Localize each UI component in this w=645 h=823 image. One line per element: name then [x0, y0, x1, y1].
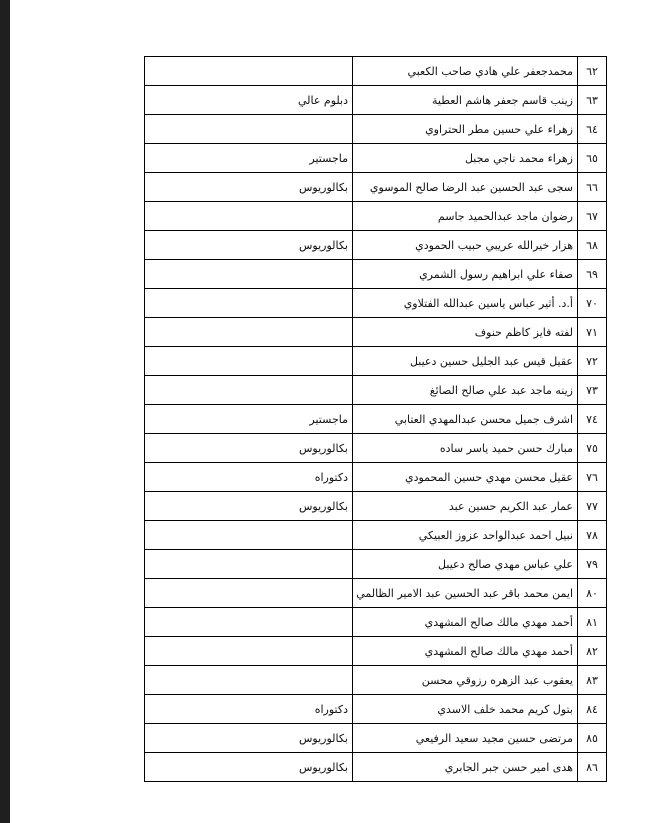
row-number: ٧٤	[578, 405, 607, 434]
person-name: عمار عبد الكريم حسين عبد	[353, 492, 578, 521]
table-row	[145, 260, 607, 289]
person-name: مبارك حسن حميد ياسر ساده	[353, 434, 578, 463]
person-name: علي عباس مهدي صالح دعيبل	[353, 550, 578, 579]
person-name: زهراء محمد ناجي مجبل	[353, 144, 578, 173]
row-number: ٧٠	[578, 289, 607, 318]
row-number: ٨٠	[578, 579, 607, 608]
row-number: ٧٢	[578, 347, 607, 376]
academic-degree	[145, 637, 353, 666]
academic-degree	[145, 521, 353, 550]
person-name: سجى عبد الحسين عبد الرضا صالح الموسوي	[353, 173, 578, 202]
row-number: ٦٢	[578, 57, 607, 86]
row-number: ٦٥	[578, 144, 607, 173]
academic-degree	[145, 115, 353, 144]
academic-degree: ماجستير	[145, 144, 353, 173]
row-number: ٧٩	[578, 550, 607, 579]
academic-degree: بكالوريوس	[145, 753, 353, 782]
academic-degree: دبلوم عالي	[145, 86, 353, 115]
person-name: لفته فايز كاظم حنوف	[353, 318, 578, 347]
table-row	[145, 231, 607, 260]
person-name: زينب قاسم جعفر هاشم العطية	[353, 86, 578, 115]
table-row	[145, 579, 607, 608]
row-number: ٧٨	[578, 521, 607, 550]
table-row	[145, 608, 607, 637]
academic-degree	[145, 202, 353, 231]
person-name: نبيل احمد عبدالواحد عزوز العبيكي	[353, 521, 578, 550]
window-left-edge	[0, 0, 10, 823]
academic-degree: بكالوريوس	[145, 724, 353, 753]
person-name: عقيل قيس عبد الجليل حسين دعيبل	[353, 347, 578, 376]
academic-degree	[145, 347, 353, 376]
academic-degree: بكالوريوس	[145, 434, 353, 463]
row-number: ٦٣	[578, 86, 607, 115]
row-number: ٧٧	[578, 492, 607, 521]
table-row	[145, 173, 607, 202]
table-row	[145, 492, 607, 521]
row-number: ٨٣	[578, 666, 607, 695]
row-number: ٨٢	[578, 637, 607, 666]
academic-degree	[145, 376, 353, 405]
table-row	[145, 347, 607, 376]
table-row	[145, 666, 607, 695]
person-name: محمدجعفر علي هادي صاحب الكعبي	[353, 57, 578, 86]
academic-degree	[145, 260, 353, 289]
academic-degree	[145, 579, 353, 608]
table-row	[145, 376, 607, 405]
row-number: ٧٣	[578, 376, 607, 405]
person-name: ايمن محمد باقر عبد الحسين عبد الامير الظالمي	[353, 579, 578, 608]
table-row	[145, 202, 607, 231]
academic-degree: بكالوريوس	[145, 173, 353, 202]
academic-degree: دكتوراه	[145, 695, 353, 724]
person-name: بتول كريم محمد خلف الاسدي	[353, 695, 578, 724]
table-row	[145, 521, 607, 550]
row-number: ٦٤	[578, 115, 607, 144]
person-name: زينه ماجد عبد علي صالح الصائغ	[353, 376, 578, 405]
academic-degree	[145, 666, 353, 695]
academic-degree	[145, 550, 353, 579]
person-name: صفاء علي ابراهيم رسول الشمري	[353, 260, 578, 289]
table-row	[145, 86, 607, 115]
person-name: أ.د. أثير عباس ياسين عبدالله الفتلاوي	[353, 289, 578, 318]
row-number: ٦٨	[578, 231, 607, 260]
table-row	[145, 405, 607, 434]
person-name: هدى امير حسن جبر الجابري	[353, 753, 578, 782]
table-row	[145, 318, 607, 347]
row-number: ٧٥	[578, 434, 607, 463]
row-number: ٦٦	[578, 173, 607, 202]
row-number: ٧٦	[578, 463, 607, 492]
table-row	[145, 57, 607, 86]
row-number: ٨٤	[578, 695, 607, 724]
row-number: ٨٦	[578, 753, 607, 782]
row-number: ٧١	[578, 318, 607, 347]
table-row	[145, 463, 607, 492]
academic-degree: ماجستير	[145, 405, 353, 434]
person-name: يعقوب عبد الزهره رزوقي محسن	[353, 666, 578, 695]
person-name: رضوان ماجد عبدالحميد جاسم	[353, 202, 578, 231]
academic-degree: دكتوراه	[145, 463, 353, 492]
table-row	[145, 695, 607, 724]
table-row	[145, 550, 607, 579]
row-number: ٦٧	[578, 202, 607, 231]
academic-degree	[145, 608, 353, 637]
row-number: ٦٩	[578, 260, 607, 289]
person-name: مرتضى حسين مجيد سعيد الرفيعي	[353, 724, 578, 753]
table-row	[145, 144, 607, 173]
row-number: ٨١	[578, 608, 607, 637]
table-row	[145, 753, 607, 782]
academic-degree	[145, 57, 353, 86]
academic-degree	[145, 318, 353, 347]
table-row	[145, 289, 607, 318]
person-name: زهراء علي حسين مطر الحتراوي	[353, 115, 578, 144]
person-name: أحمد مهدي مالك صالح المشهدي	[353, 608, 578, 637]
person-name: عقيل محسن مهدي حسين المحمودي	[353, 463, 578, 492]
academic-degree	[145, 289, 353, 318]
person-name: اشرف جميل محسن عبدالمهدي العتابي	[353, 405, 578, 434]
academic-degree: بكالوريوس	[145, 231, 353, 260]
academic-degree: بكالوريوس	[145, 492, 353, 521]
row-number: ٨٥	[578, 724, 607, 753]
person-name: أحمد مهدي مالك صالح المشهدي	[353, 637, 578, 666]
table-row	[145, 724, 607, 753]
table-row	[145, 637, 607, 666]
table-row	[145, 115, 607, 144]
person-name: هزار خيرالله عريبي حبيب الحمودي	[353, 231, 578, 260]
table-row	[145, 434, 607, 463]
names-table	[144, 56, 607, 782]
